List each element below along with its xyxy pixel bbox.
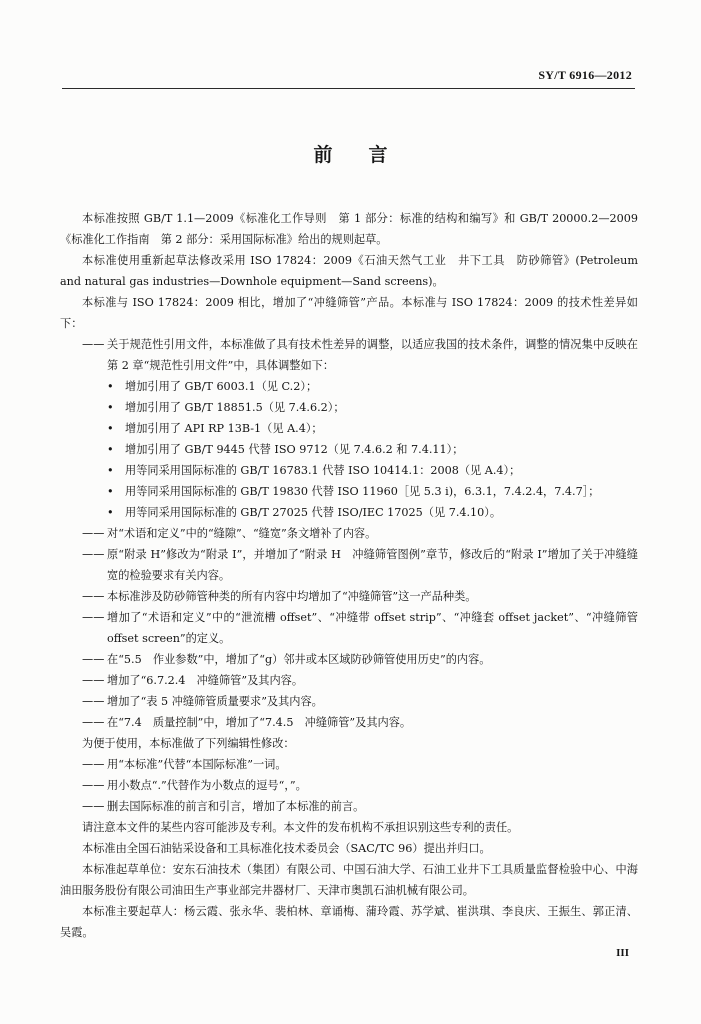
dash-marker: —— bbox=[82, 548, 105, 561]
list-item bbox=[60, 397, 638, 418]
diff-item-text: 原“附录 H”修改为“附录 I”，并增加了“附录 H 冲缝筛管图例”章节，修改后的“附录 I”增加了关于冲缝缝宽的检验要求有关内容。 bbox=[107, 548, 638, 582]
dash-marker: —— bbox=[82, 758, 105, 771]
list-item bbox=[60, 418, 638, 439]
list-item-text: 用等同采用国际标准的 GB/T 16783.1 代替 ISO 10414.1：2008（见 A.4）； bbox=[125, 464, 521, 477]
diff-item bbox=[60, 649, 638, 670]
list-item bbox=[60, 502, 638, 523]
diff-item-text: 在“7.4 质量控制”中，增加了“7.4.5 冲缝筛管”及其内容。 bbox=[107, 716, 412, 729]
editorial-item-text: 删去国际标准的前言和引言，增加了本标准的前言。 bbox=[107, 800, 365, 813]
dash-marker: —— bbox=[82, 779, 105, 792]
paragraph-committee: 本标准由全国石油钻采设备和工具标准化技术委员会（SAC/TC 96）提出并归口。 bbox=[82, 842, 491, 855]
diff-item-text: 对“术语和定义”中的“缝隙”、“缝宽”条文增补了内容。 bbox=[107, 527, 377, 540]
editorial-item-text: 用小数点“.”代替作为小数点的逗号“，”。 bbox=[107, 779, 307, 792]
bullet-icon: • bbox=[107, 380, 114, 393]
diff-item-text: 增加了“表 5 冲缝筛管质量要求”及其内容。 bbox=[107, 695, 323, 708]
list-item-text: 增加引用了 GB/T 6003.1（见 C.2）； bbox=[125, 380, 318, 393]
diff-item-references bbox=[60, 334, 638, 376]
dash-marker: —— bbox=[82, 338, 105, 351]
dash-marker: —— bbox=[82, 674, 105, 687]
list-item-text: 用等同采用国际标准的 GB/T 19830 代替 ISO 11960［见 5.3 i)，6.3.1，7.4.2.4，7.4.7］； bbox=[125, 485, 600, 498]
paragraph-drafting-rules: 本标准按照 GB/T 1.1—2009《标准化工作导则 第 1 部分：标准的结构和编写》和 GB/T 20000.2—2009《标准化工作指南 第 2 部分：采用国际标准》给出的规则起草。 bbox=[60, 212, 638, 246]
bullet-icon: • bbox=[107, 401, 114, 414]
dash-marker: —— bbox=[82, 527, 105, 540]
page-number: III bbox=[616, 947, 629, 959]
editorial-item-text: 用“本标准”代替“本国际标准”一词。 bbox=[107, 758, 287, 771]
paragraph-editorial: 为便于使用，本标准做了下列编辑性修改： bbox=[82, 737, 295, 750]
diff-item bbox=[60, 712, 638, 733]
diff-item-text: 本标准涉及防砂筛管种类的所有内容中均增加了“冲缝筛管”这一产品种类。 bbox=[107, 590, 477, 603]
page-title: 前言 bbox=[313, 144, 424, 166]
bullet-icon: • bbox=[107, 485, 114, 498]
dash-marker: —— bbox=[82, 695, 105, 708]
bullet-icon: • bbox=[107, 443, 114, 456]
reference-bullet-list bbox=[60, 376, 638, 523]
list-item bbox=[60, 376, 638, 397]
bullet-icon: • bbox=[107, 422, 114, 435]
diff-item bbox=[60, 607, 638, 649]
dash-marker: —— bbox=[82, 653, 105, 666]
diff-item bbox=[60, 544, 638, 586]
editorial-item bbox=[60, 796, 638, 817]
diff-item bbox=[60, 586, 638, 607]
paragraph-drafting-units: 本标准起草单位：安东石油技术（集团）有限公司、中国石油大学、石油工业井下工具质量监督检验中心、中海油田服务股份有限公司油田生产事业部完井器材厂、天津市奥凯石油机械有限公司。 bbox=[60, 863, 638, 897]
list-item-text: 增加引用了 API RP 13B-1（见 A.4）； bbox=[125, 422, 323, 435]
list-item bbox=[60, 460, 638, 481]
diff-item-text: 在“5.5 作业参数”中，增加了“g）邻井或本区域防砂筛管使用历史”的内容。 bbox=[107, 653, 491, 666]
paragraph-patent-notice: 请注意本文件的某些内容可能涉及专利。本文件的发布机构不承担识别这些专利的责任。 bbox=[82, 821, 519, 834]
list-item-text: 用等同采用国际标准的 GB/T 27025 代替 ISO/IEC 17025（见 7.4.10）。 bbox=[125, 506, 502, 519]
dash-marker: —— bbox=[82, 716, 105, 729]
list-item bbox=[60, 481, 638, 502]
dash-marker: —— bbox=[82, 611, 105, 624]
diff-item-text: 增加了“6.7.2.4 冲缝筛管”及其内容。 bbox=[107, 674, 304, 687]
editorial-item bbox=[60, 775, 638, 796]
bullet-icon: • bbox=[107, 506, 114, 519]
dash-marker: —— bbox=[82, 800, 105, 813]
diff-item bbox=[60, 670, 638, 691]
bullet-icon: • bbox=[107, 464, 114, 477]
diff-item bbox=[60, 691, 638, 712]
list-item-text: 增加引用了 GB/T 18851.5（见 7.4.6.2）； bbox=[125, 401, 345, 414]
diff-item bbox=[60, 523, 638, 544]
dash-marker: —— bbox=[82, 590, 105, 603]
list-item-text: 增加引用了 GB/T 9445 代替 ISO 9712（见 7.4.6.2 和 7.4.11）； bbox=[125, 443, 464, 456]
paragraph-differences: 本标准与 ISO 17824：2009 相比，增加了“冲缝筛管”产品。本标准与 ISO 17824：2009 的技术性差异如下： bbox=[60, 296, 638, 330]
list-item bbox=[60, 439, 638, 460]
standard-code: SY/T 6916—2012 bbox=[538, 68, 632, 82]
paragraph-drafters: 本标准主要起草人：杨云霞、张永华、裴柏林、章诵梅、蒲玲霞、苏学斌、崔洪琪、李良庆、王振生、郭正清、吴霞。 bbox=[60, 905, 638, 939]
paragraph-adoption: 本标准使用重新起草法修改采用 ISO 17824：2009《石油天然气工业 井下工具 防砂筛管》(Petroleum and natural gas industries—Downhole equipment—Sand screens)。 bbox=[60, 254, 638, 288]
diff-item-text: 关于规范性引用文件，本标准做了具有技术性差异的调整，以适应我国的技术条件，调整的情况集中反映在第 2 章“规范性引用文件”中，具体调整如下： bbox=[107, 338, 638, 372]
header-rule bbox=[62, 88, 635, 89]
diff-item-text: 增加了“术语和定义”中的“泄流槽 offset”、“冲缝带 offset strip”、“冲缝套 offset jacket”、“冲缝筛管 offset screen”的定义。 bbox=[107, 611, 638, 645]
editorial-item bbox=[60, 754, 638, 775]
foreword-body bbox=[60, 208, 638, 943]
